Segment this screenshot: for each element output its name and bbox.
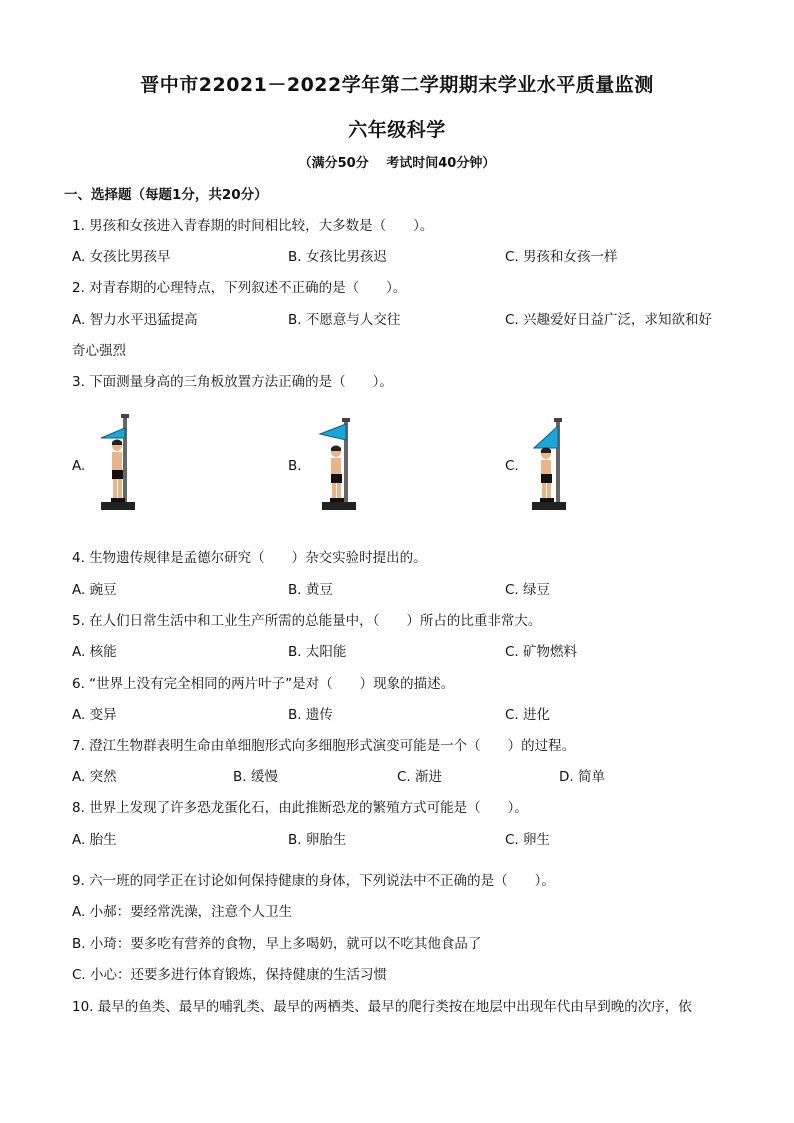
q2-option-a[interactable]: A. 智力水平迅猛提高 — [72, 312, 198, 328]
exam-info: （满分50分 考试时间40分钟） — [298, 156, 496, 171]
height-measure-figure-a — [95, 412, 165, 522]
q8-option-c[interactable]: C. 卵生 — [505, 832, 551, 848]
q2-option-b[interactable]: B. 不愿意与人交往 — [288, 312, 401, 328]
q5-option-b[interactable]: B. 太阳能 — [288, 644, 347, 660]
q5-option-c[interactable]: C. 矿物燃料 — [505, 644, 578, 660]
q6-option-c[interactable]: C. 进化 — [505, 707, 551, 723]
q5-option-a[interactable]: A. 核能 — [72, 644, 117, 660]
document-subtitle: 六年级科学 — [348, 119, 446, 141]
q1-option-a[interactable]: A. 女孩比男孩早 — [72, 249, 171, 265]
q3-option-a[interactable]: A. — [72, 458, 86, 474]
question-1: 1. 男孩和女孩进入青春期的时间相比较，大多数是（ ）。 — [72, 218, 434, 234]
q9-option-a[interactable]: A. 小郝：要经常洗澡，注意个人卫生 — [72, 904, 293, 920]
q7-option-b[interactable]: B. 缓慢 — [233, 769, 278, 785]
question-2: 2. 对青春期的心理特点，下列叙述不正确的是（ ）。 — [72, 280, 407, 296]
question-5: 5. 在人们日常生活中和工业生产所需的总能量中，（ ）所占的比重非常大。 — [72, 613, 542, 629]
q8-option-b[interactable]: B. 卵胎生 — [288, 832, 347, 848]
q4-option-a[interactable]: A. 豌豆 — [72, 582, 117, 598]
question-7: 7. 澄江生物群表明生命由单细胞形式向多细胞形式演变可能是一个（ ）的过程。 — [72, 738, 576, 754]
question-9: 9. 六一班的同学正在讨论如何保持健康的身体，下列说法中不正确的是（ ）。 — [72, 873, 555, 889]
q3-option-c[interactable]: C. — [505, 458, 519, 474]
height-measure-figure-c — [520, 412, 590, 522]
q2-option-c[interactable]: C. 兴趣爱好日益广泛，求知欲和好 — [505, 312, 713, 328]
q7-option-a[interactable]: A. 突然 — [72, 769, 117, 785]
question-8: 8. 世界上发现了许多恐龙蛋化石，由此推断恐龙的繁殖方式可能是（ ）。 — [72, 800, 528, 816]
q1-option-c[interactable]: C. 男孩和女孩一样 — [505, 249, 618, 265]
q3-option-b[interactable]: B. — [288, 458, 302, 474]
q8-option-a[interactable]: A. 胎生 — [72, 832, 117, 848]
question-3: 3. 下面测量身高的三角板放置方法正确的是（ ）。 — [72, 374, 393, 390]
q9-option-c[interactable]: C. 小心：还要多进行体育锻炼，保持健康的生活习惯 — [72, 967, 388, 983]
q7-option-c[interactable]: C. 渐进 — [397, 769, 443, 785]
question-4: 4. 生物遗传规律是孟德尔研究（ ）杂交实验时提出的。 — [72, 550, 427, 566]
q2-option-c-continuation: 奇心强烈 — [72, 343, 126, 359]
question-6: 6. “世界上没有完全相同的两片叶子”是对（ ）现象的描述。 — [72, 676, 455, 692]
q4-option-b[interactable]: B. 黄豆 — [288, 582, 333, 598]
height-measure-figure-b — [312, 412, 382, 522]
section-heading: 一、选择题（每题1分，共20分） — [64, 187, 268, 203]
question-10: 10. 最早的鱼类、最早的哺乳类、最早的两栖类、最早的爬行类按在地层中出现年代由早到晚的次序，依 — [72, 999, 692, 1015]
q7-option-d[interactable]: D. 简单 — [559, 769, 605, 785]
q6-option-a[interactable]: A. 变异 — [72, 707, 117, 723]
q6-option-b[interactable]: B. 遗传 — [288, 707, 333, 723]
document-title: 晋中市22021－2022学年第二学期期末学业水平质量监测 — [140, 74, 654, 96]
q1-option-b[interactable]: B. 女孩比男孩迟 — [288, 249, 387, 265]
q9-option-b[interactable]: B. 小琦：要多吃有营养的食物，早上多喝奶，就可以不吃其他食品了 — [72, 936, 482, 952]
q4-option-c[interactable]: C. 绿豆 — [505, 582, 551, 598]
